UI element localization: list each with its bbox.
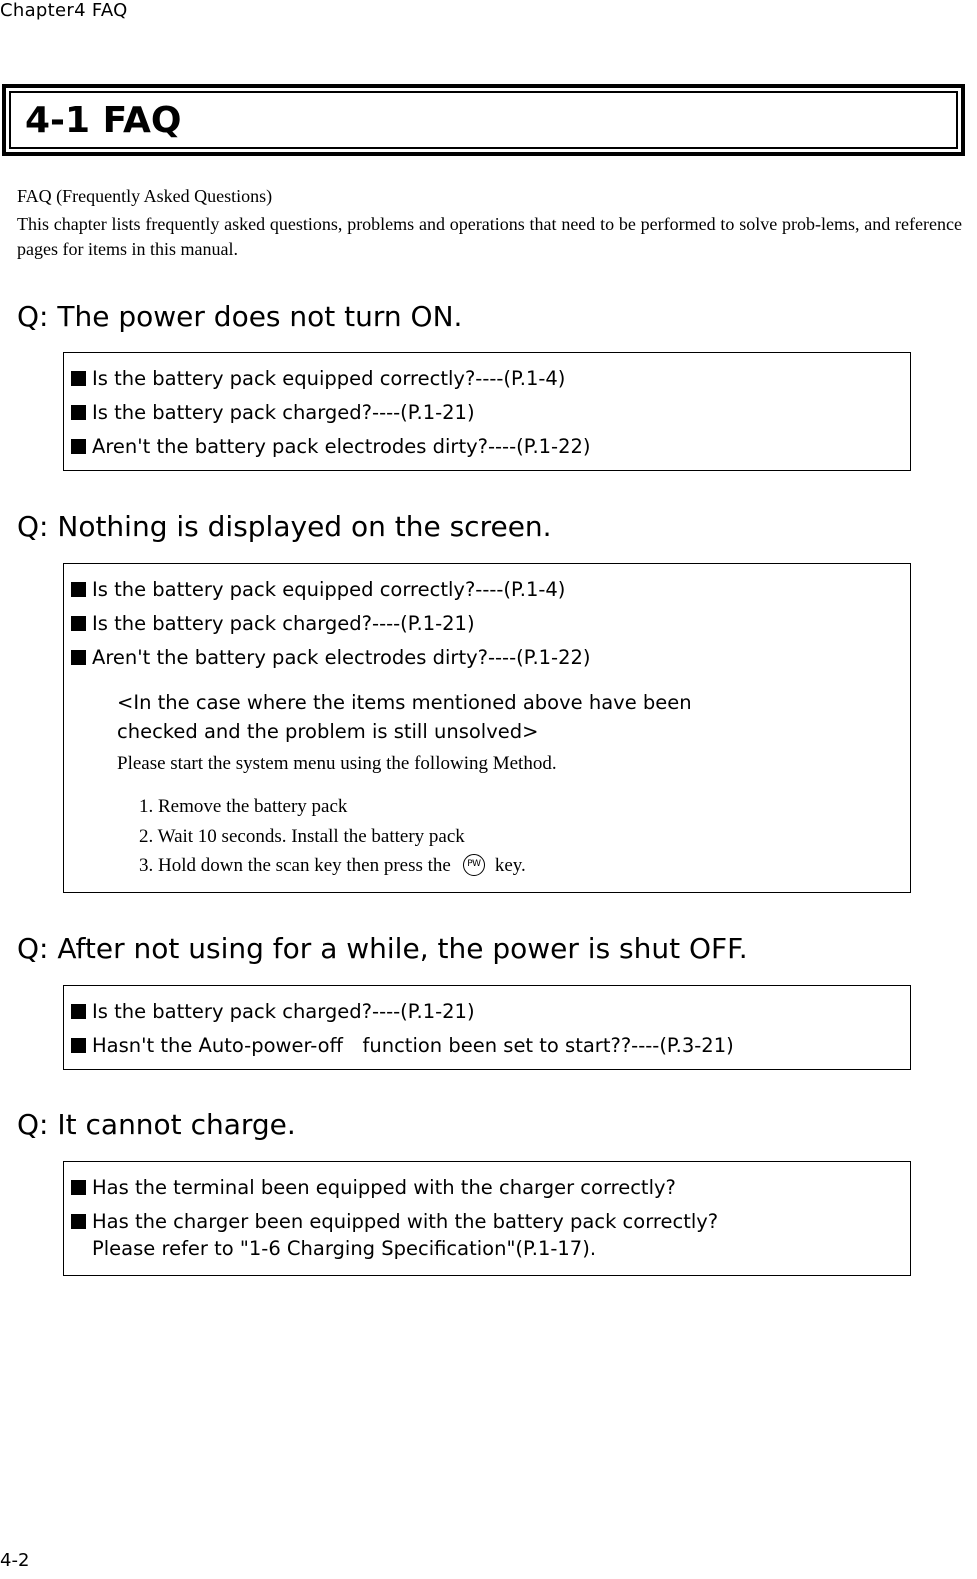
- checklist-item: [71, 995, 910, 1029]
- square-bullet-icon: [71, 1180, 86, 1195]
- checklist-item: [71, 1171, 910, 1205]
- answer-box-power-shut-off: [63, 985, 911, 1070]
- step-text-suffix: key.: [494, 855, 526, 876]
- square-bullet-icon: [71, 1214, 86, 1229]
- intro-text: This chapter lists frequently asked questions, problems and operations that need to be performed to solve prob-lems, and reference pages for items in this manual.: [17, 214, 962, 259]
- intro: [17, 183, 962, 262]
- step-item: [139, 851, 910, 881]
- answer-box-nothing-displayed: [63, 563, 911, 893]
- checklist-item-text: Is the battery pack charged?----(P.1-21): [92, 612, 475, 635]
- checklist-item-text: Aren't the battery pack electrodes dirty?----(P.1-22): [92, 435, 591, 458]
- square-bullet-icon: [71, 616, 86, 631]
- checklist-item-text: Is the battery pack equipped correctly?----(P.1-4): [92, 578, 566, 601]
- question-nothing-displayed: Q: Nothing is displayed on the screen.: [17, 510, 552, 543]
- checklist-item-text: Is the battery pack equipped correctly?----(P.1-4): [92, 367, 566, 390]
- charging-spec-reference: Please refer to "1-6 Charging Specification"(P.1-17).: [92, 1237, 597, 1260]
- square-bullet-icon: [71, 650, 86, 665]
- unsolved-note-line: <In the case where the items mentioned above have been: [117, 691, 692, 714]
- square-bullet-icon: [71, 405, 86, 420]
- system-menu-steps: [139, 792, 910, 881]
- checklist-item-text: Is the battery pack charged?----(P.1-21): [92, 401, 475, 424]
- checklist-item: [71, 573, 910, 607]
- checklist-item: [71, 641, 910, 675]
- checklist-item-text: Hasn't the Auto-power-off function been set to start??----(P.3-21): [92, 1034, 734, 1057]
- square-bullet-icon: [71, 1004, 86, 1019]
- checklist-item: [71, 430, 910, 464]
- checklist-item: [71, 396, 910, 430]
- square-bullet-icon: [71, 1038, 86, 1053]
- question-power-not-on: Q: The power does not turn ON.: [17, 300, 463, 333]
- unsolved-note-line: checked and the problem is still unsolved>: [117, 720, 539, 743]
- checklist-item-text: Is the battery pack charged?----(P.1-21): [92, 1000, 475, 1023]
- section-title: 4-1 FAQ: [9, 91, 958, 149]
- intro-label: FAQ (Frequently Asked Questions): [17, 186, 273, 206]
- step-item: 2. Wait 10 seconds. Install the battery pack: [139, 825, 465, 847]
- answer-box-cannot-charge: [63, 1161, 911, 1276]
- checklist-item-text: Has the charger been equipped with the battery pack correctly?: [92, 1210, 719, 1233]
- checklist-item-text: Aren't the battery pack electrodes dirty?----(P.1-22): [92, 646, 591, 669]
- question-cannot-charge: Q: It cannot charge.: [17, 1108, 296, 1141]
- running-header: Chapter4 FAQ: [0, 0, 128, 21]
- checklist-item: [71, 607, 910, 641]
- section-title-frame: [2, 84, 965, 156]
- unsolved-note: [117, 688, 910, 746]
- system-menu-instruction: Please start the system menu using the following Method.: [117, 753, 557, 774]
- answer-box-power-not-on: [63, 352, 911, 471]
- square-bullet-icon: [71, 439, 86, 454]
- page-number: 4-2: [0, 1550, 30, 1571]
- square-bullet-icon: [71, 582, 86, 597]
- step-text: 3. Hold down the scan key then press the: [139, 855, 451, 876]
- question-power-shut-off: Q: After not using for a while, the power is shut OFF.: [17, 932, 748, 965]
- checklist-item-text: Has the terminal been equipped with the charger correctly?: [92, 1176, 676, 1199]
- power-key-icon: PW: [463, 854, 485, 876]
- checklist-item: [71, 362, 910, 396]
- checklist-item: [71, 1029, 910, 1063]
- step-item: 1. Remove the battery pack: [139, 796, 348, 817]
- square-bullet-icon: [71, 371, 86, 386]
